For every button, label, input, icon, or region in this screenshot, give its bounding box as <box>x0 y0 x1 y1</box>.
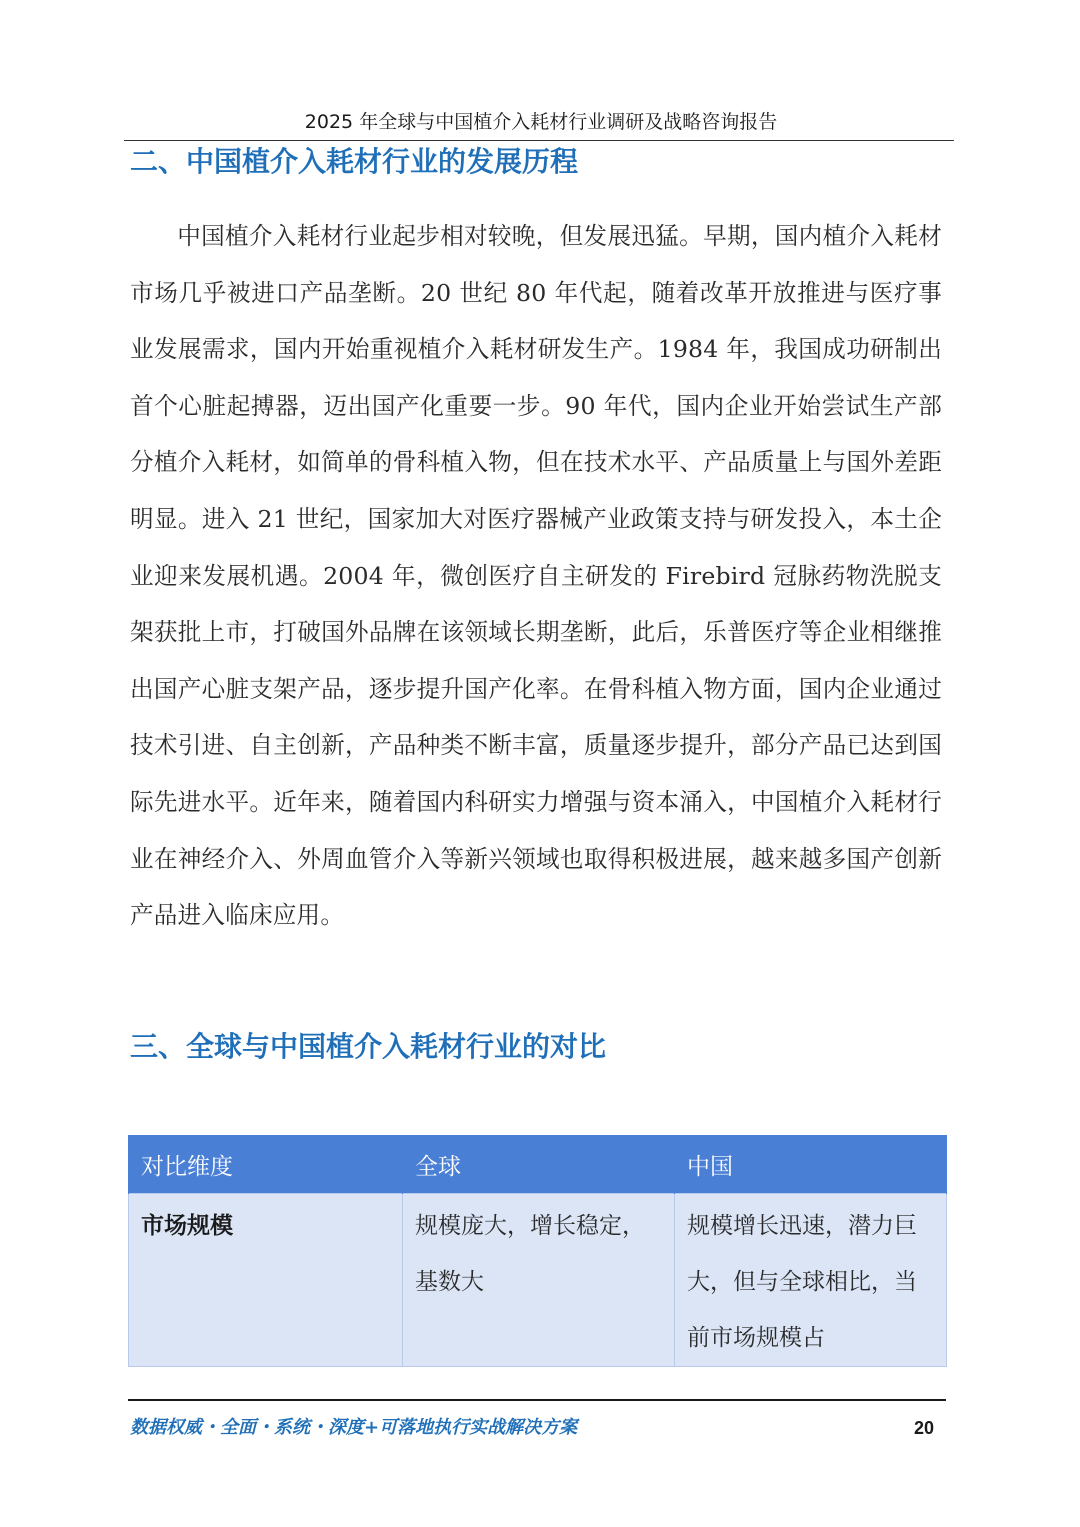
footer-divider <box>128 1399 946 1401</box>
table-cell-global: 规模庞大，增长稳定，基数大 <box>403 1194 675 1367</box>
table-header-china: 中国 <box>675 1135 947 1194</box>
table-cell-dimension: 市场规模 <box>129 1194 403 1367</box>
table-header-row <box>129 1135 947 1194</box>
table-header-dimension: 对比维度 <box>129 1135 403 1194</box>
table-cell-china: 规模增长迅速，潜力巨大，但与全球相比，当前市场规模占 <box>675 1194 947 1367</box>
table-row <box>129 1194 947 1367</box>
section-heading-comparison: 三、全球与中国植介入耗材行业的对比 <box>130 1030 607 1063</box>
body-paragraph: 中国植介入耗材行业起步相对较晚，但发展迅猛。早期，国内植介入耗材市场几乎被进口产品垄断。20 世纪 80 年代起，随着改革开放推进与医疗事业发展需求，国内开始重视植介入耗材研发生产。1984 年，我国成功研制出首个心脏起搏器，迈出国产化重要一步。90 年代，国内企业开始尝试生产部分植介入耗材，如简单的骨科植入物，但在技术水平、产品质量上与国外差距明显。进入 21 世纪，国家加大对医疗器械产业政策支持与研发投入，本土企业迎来发展机遇。2004 年，微创医疗自主研发的 Firebird 冠脉药物洗脱支架获批上市，打破国外品牌在该领域长期垄断，此后，乐普医疗等企业相继推出国产心脏支架产品，逐步提升国产化率。在骨科植入物方面，国内企业通过技术引进、自主创新，产品种类不断丰富，质量逐步提升，部分产品已达到国际先进水平。近年来，随着国内科研实力增强与资本涌入，中国植介入耗材行业在神经介入、外周血管介入等新兴领域也取得积极进展，越来越多国产创新产品进入临床应用。 <box>130 222 942 930</box>
header-divider <box>124 140 954 141</box>
running-header: 2025 年全球与中国植介入耗材行业调研及战略咨询报告 <box>304 111 778 133</box>
section-heading-development-history: 二、中国植介入耗材行业的发展历程 <box>130 145 579 178</box>
footer-slogan: 数据权威・全面・系统・深度+可落地执行实战解决方案 <box>130 1417 578 1438</box>
comparison-table <box>128 1135 947 1367</box>
table-header-global: 全球 <box>403 1135 675 1194</box>
page-number: 20 <box>913 1418 934 1438</box>
